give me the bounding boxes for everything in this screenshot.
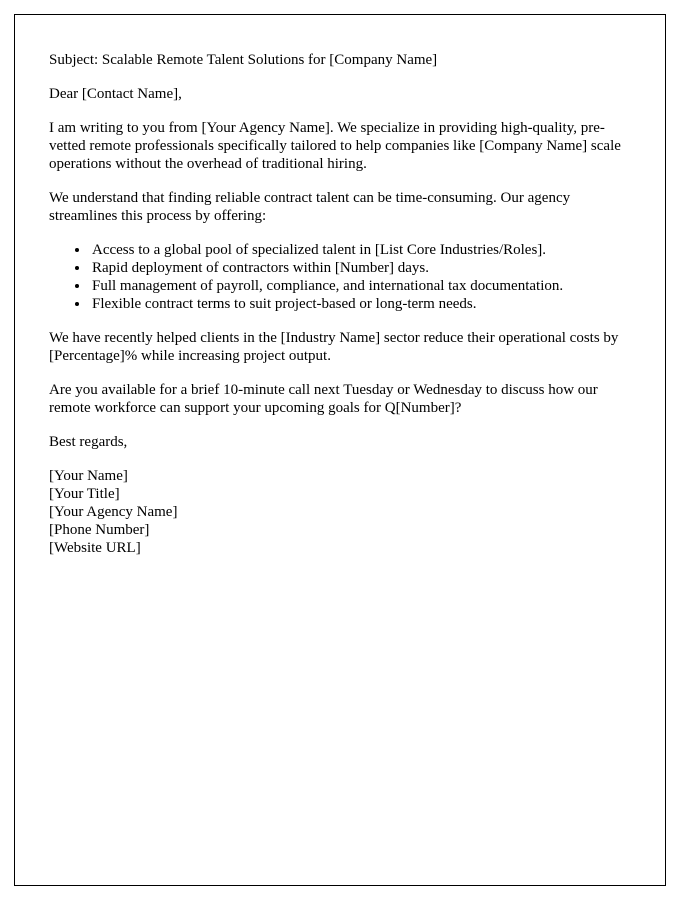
signature-block <box>49 467 631 557</box>
letter-document <box>14 14 666 886</box>
offer-bullet-list <box>49 241 631 313</box>
bullet-item: • Access to a global pool of specialized talent in [List Core Industries/Roles]. <box>90 241 631 259</box>
paragraph-results: We have recently helped clients in the [Industry Name] sector reduce their operational costs by [Percentage]% while increasing project output. <box>49 330 619 364</box>
salutation: Dear [Contact Name], <box>49 86 182 102</box>
bullet-item: • Full management of payroll, compliance, and international tax documentation. <box>90 277 631 295</box>
subject-line: Subject: Scalable Remote Talent Solutions for [Company Name] <box>49 52 438 68</box>
signature-phone: [Phone Number] <box>49 522 150 538</box>
signature-name: [Your Name] <box>49 468 128 484</box>
closing: Best regards, <box>49 434 128 450</box>
signature-title: [Your Title] <box>49 486 120 502</box>
paragraph-cta: Are you available for a brief 10-minute call next Tuesday or Wednesday to discuss how our remote workforce can support your upcoming goals for Q[Number]? <box>49 382 598 416</box>
signature-agency: [Your Agency Name] <box>49 504 178 520</box>
bullet-item: • Rapid deployment of contractors within [Number] days. <box>90 259 631 277</box>
paragraph-intro: I am writing to you from [Your Agency Name]. We specialize in providing high-quality, pre-vetted remote professionals specifically tailored to help companies like [Company Name] scale operations without the overhead of traditional hiring. <box>49 120 621 172</box>
signature-website: [Website URL] <box>49 540 141 556</box>
bullet-item: • Flexible contract terms to suit project-based or long-term needs. <box>90 295 631 313</box>
letter-body <box>49 51 631 557</box>
paragraph-offer-lead: We understand that finding reliable contract talent can be time-consuming. Our agency streamlines this process by offering: <box>49 190 571 224</box>
